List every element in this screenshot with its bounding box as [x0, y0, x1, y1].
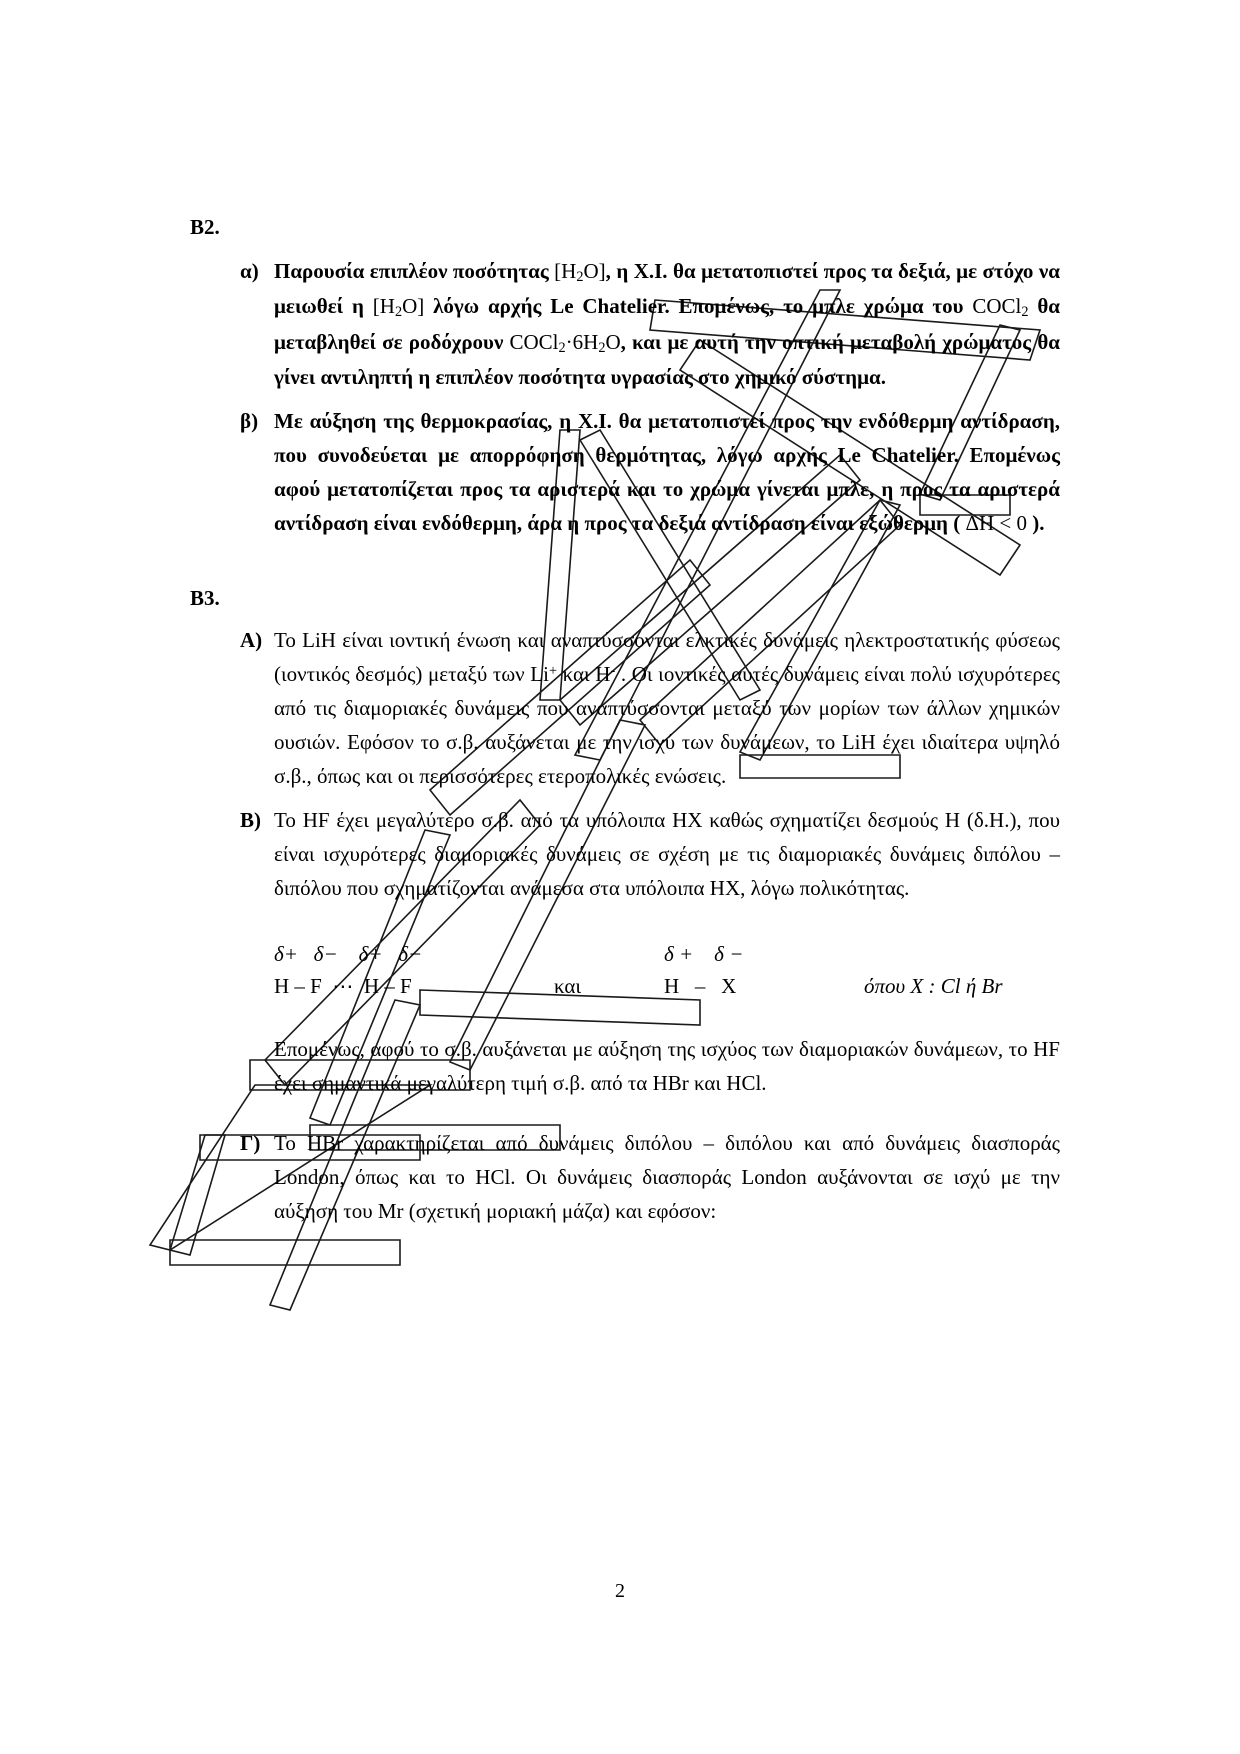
paragraph-marker-Gamma: Γ) — [240, 1131, 261, 1156]
dipole-note: όπου X : Cl ή Br — [864, 973, 1003, 998]
paragraph-b3-b — [240, 803, 1060, 905]
paragraph-text-b3-a: Το LiH είναι ιοντική ένωση και αναπτύσσονται ελκτικές δυνάμεις ηλεκτροστατικής φύσεως (ιοντικός δεσμός) μεταξύ των Li+ και H- . Οι ιοντικές αυτές δυνάμεις είναι πολύ ισχυρότερες από τις διαμοριακές δυνάμεις που αναπτύσσονται μεταξύ των μορίων των άλλων χημικών ουσιών. Εφόσον το σ.β. αυξάνεται με την ισχύ των δυνάμεων, το LiH έχει ιδιαίτερα υψηλό σ.β., όπως και οι περισσότερες ετεροπολικές ενώσεις. — [274, 627, 1060, 788]
paragraph-marker-beta: β) — [240, 408, 259, 433]
paragraph-text-b2-b: Με αύξηση της θερμοκρασίας, η Χ.Ι. θα μετατοπιστεί προς την ενδόθερμη αντίδραση, που συνοδεύεται με απορρόφηση θερμότητας, λόγω αρχής Le Chatelier. Επομένως αφού μετατοπίζεται προς τα αριστερά και το χρώμα γίνεται μπλε, η προς τα αριστερά αντίδραση είναι ενδόθερμη, άρα η προς τα δεξιά αντίδραση είναι εξώθερμη ( ΔΗ < 0 ). — [274, 408, 1060, 535]
dipole-charges-right: δ + δ − — [664, 942, 744, 966]
paragraph-b2-a — [240, 254, 1060, 394]
section-b3-body — [240, 623, 1060, 905]
dipole-hx: H – X — [664, 973, 737, 998]
dipole-charges-left: δ+ δ− δ+ δ− — [274, 942, 423, 966]
section-label-b2: B2. — [190, 215, 220, 239]
dipole-diagram — [274, 939, 1060, 1002]
paragraph-b3-a — [240, 623, 1060, 793]
dipole-hf-pair: H – F ⋯ H – F — [274, 973, 412, 998]
paragraph-conclusion: Επομένως, αφού το σ.β. αυξάνεται με αύξηση της ισχύος των διαμοριακών δυνάμεων, το HF έχει σημαντικά μεγαλύτερη τιμή σ.β. από τα HBr και HCl. — [274, 1037, 1060, 1096]
paragraph-marker-alpha: α) — [240, 259, 259, 283]
dipole-molecules-row — [274, 971, 1060, 1003]
page-number: 2 — [615, 1580, 625, 1602]
section-label-b3: B3. — [190, 585, 220, 610]
paragraph-marker-A: A) — [240, 627, 263, 652]
paragraph-marker-B: B) — [240, 807, 261, 832]
dipole-charges-mid — [554, 939, 664, 971]
document-content — [190, 215, 1060, 1238]
paragraph-text-b3-c: Το HBr χαρακτηρίζεται από δυνάμεις διπόλου – διπόλου και από δυνάμεις διασποράς London, όπως και το HCl. Οι δυνάμεις διασποράς London αυξάνονται σε ισχύ με την αύξηση του Mr (σχετική μοριακή μάζα) και εφόσον: — [274, 1131, 1060, 1224]
section-b2-body — [240, 254, 1060, 540]
paragraph-text-b3-b: Το HF έχει μεγαλύτερο σ.β. από τα υπόλοιπα ΗΧ καθώς σχηματίζει δεσμούς Η (δ.Η.), που είναι ισχυρότερες διαμοριακές δυνάμεις σε σχέση με τις διαμοριακές δυνάμεις διπόλου – διπόλου που σχηματίζονται ανάμεσα στα υπόλοιπα ΗΧ, λόγω πολικότητας. — [274, 807, 1060, 900]
dipole-charges-row — [274, 939, 1060, 971]
dipole-conjunction: και — [554, 973, 582, 998]
paragraph-b3-c — [240, 1126, 1060, 1228]
paragraph-text-b2-a: Παρουσία επιπλέον ποσότητας $[H_2O]$, η Χ.Ι. θα μετατοπιστεί προς τα δεξιά, με στόχο να μειωθεί η $[H_2O]$ λόγω αρχής Le Chatelier. Επομένως, το μπλε χρώμα του COCl$_2$ θα μεταβληθεί σε ροδόχρουν $COCl_2\cdot 6H_2O$, και με αυτή την οπτική μεταβολή χρώματος θα γίνει αντιληπτή η επιπλέον ποσότητα υγρασίας στο χημικό σύστημα. — [274, 259, 1061, 389]
paragraph-b2-b — [240, 404, 1060, 540]
